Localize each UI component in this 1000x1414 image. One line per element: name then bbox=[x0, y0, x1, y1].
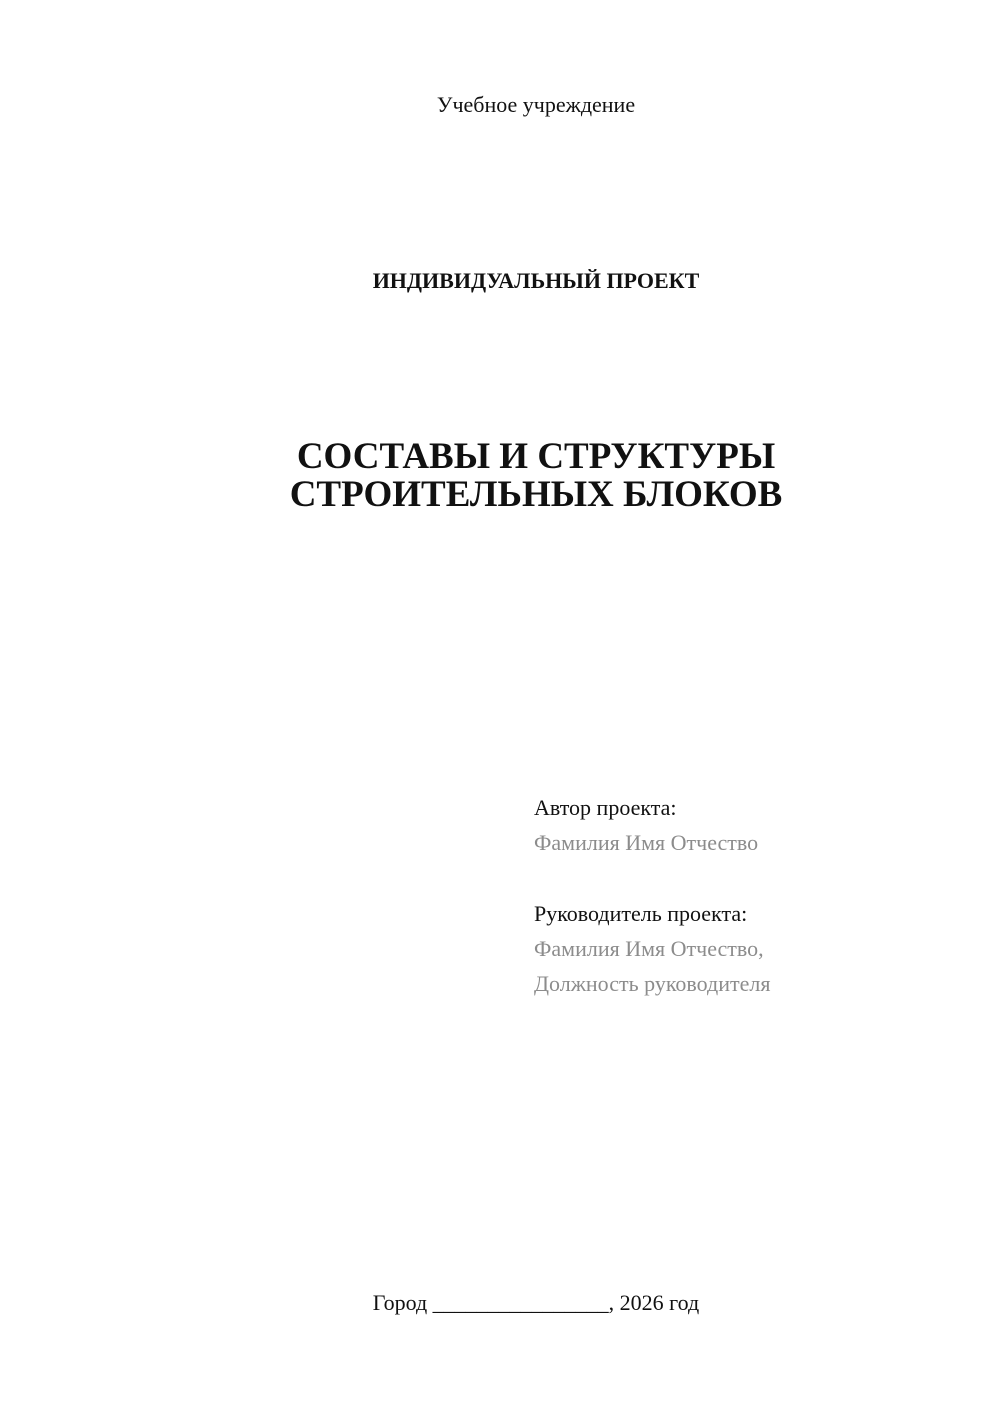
project-info-block bbox=[534, 790, 974, 1001]
project-title-line-2: СТРОИТЕЛЬНЫХ БЛОКОВ bbox=[289, 474, 783, 515]
institution-name: Учебное учреждение bbox=[436, 92, 636, 117]
supervisor-label: Руководитель проекта: bbox=[534, 901, 748, 926]
document-kind: ИНДИВИДУАЛЬНЫЙ ПРОЕКТ bbox=[372, 268, 700, 293]
city-year-footer: Город ________________, 2026 год bbox=[372, 1290, 700, 1315]
info-spacer bbox=[534, 860, 974, 896]
project-title bbox=[36, 438, 1000, 514]
project-title-line-1: СОСТАВЫ И СТРУКТУРЫ bbox=[296, 436, 776, 477]
supervisor-position: Должность руководителя bbox=[534, 971, 771, 996]
author-label: Автор проекта: bbox=[534, 795, 677, 820]
supervisor-name: Фамилия Имя Отчество, bbox=[534, 936, 764, 961]
author-name: Фамилия Имя Отчество bbox=[534, 830, 759, 855]
